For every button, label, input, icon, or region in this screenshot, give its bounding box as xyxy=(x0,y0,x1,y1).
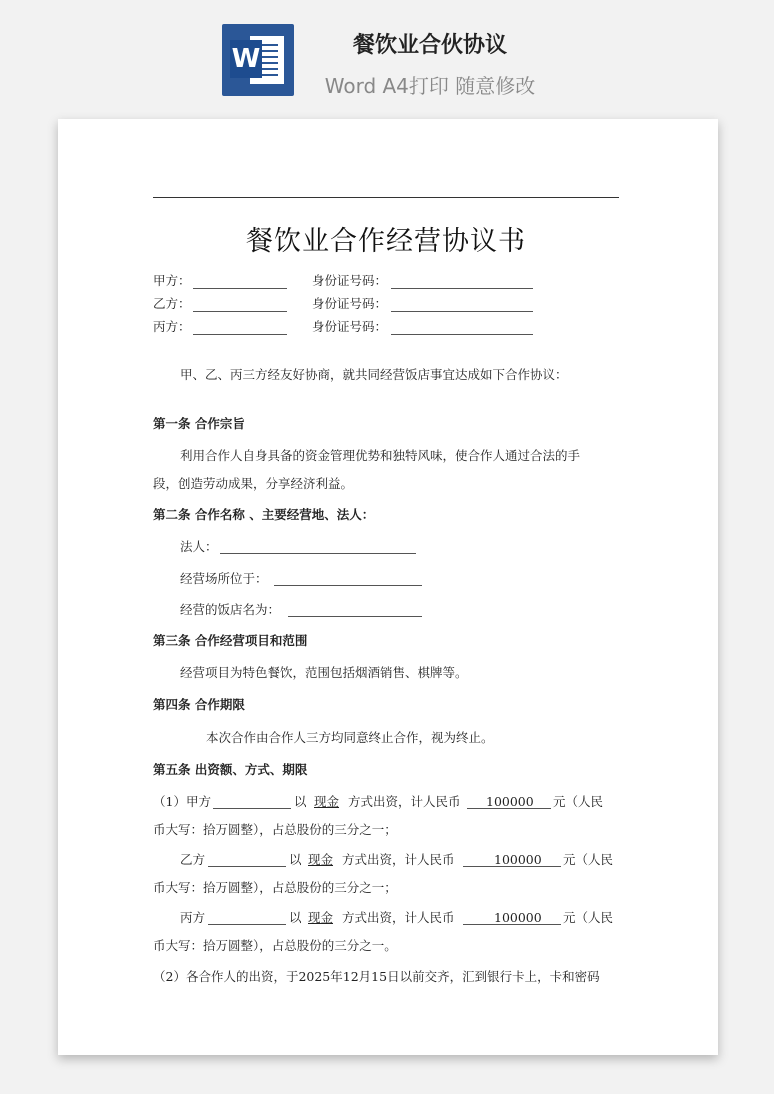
restaurant-name-blank[interactable] xyxy=(288,616,422,617)
party-a-id-blank[interactable] xyxy=(391,288,533,289)
party-b-blank[interactable] xyxy=(193,311,287,312)
party-a-blank[interactable] xyxy=(193,288,287,289)
article-1-line-2: 段，创造劳动成果，分享经济利益。 xyxy=(153,476,354,491)
party-c-id-label: 身份证号码： xyxy=(312,319,388,334)
word-icon: W xyxy=(222,24,294,96)
contribution-c-capital: 币大写：拾万圆整），占总股份的三分之一。 xyxy=(153,938,397,953)
contribution-a-prefix: （1）甲方 xyxy=(153,794,211,809)
contribution-b-capital: 币大写：拾万圆整），占总股份的三分之一； xyxy=(153,880,397,895)
contribution-c-yuan: 元（人民 xyxy=(563,910,614,925)
contribution-a-mid: 方式出资，计人民币 xyxy=(348,794,461,809)
contribution-c-prefix: 丙方 xyxy=(180,910,206,925)
contribution-a-capital: 币大写：拾万圆整），占总股份的三分之一； xyxy=(153,822,397,837)
party-b-id-blank[interactable] xyxy=(391,311,533,312)
restaurant-name-label: 经营的饭店名为： xyxy=(180,602,281,617)
contribution-c-method: 现金 xyxy=(308,910,334,925)
article-3-heading: 第三条 合作经营项目和范围 xyxy=(153,633,308,648)
article-1-heading: 第一条 合作宗旨 xyxy=(153,416,245,431)
contribution-c-blank[interactable] xyxy=(208,924,286,925)
party-c-label: 丙方： xyxy=(153,319,191,334)
party-b-label: 乙方： xyxy=(153,296,191,311)
banner-subtitle: Word A4打印 随意修改 xyxy=(324,74,536,98)
article-1-line-1: 利用合作人自身具备的资金管理优势和独特风味，使合作人通过合法的手 xyxy=(180,448,581,463)
header-banner xyxy=(0,0,774,118)
party-a-label: 甲方： xyxy=(153,273,191,288)
party-c-id-blank[interactable] xyxy=(391,334,533,335)
contribution-a-amount: 100000 xyxy=(486,794,534,809)
contribution-a-yuan: 元（人民 xyxy=(553,794,604,809)
contribution-b-method: 现金 xyxy=(308,852,334,867)
contribution-a-by: 以 xyxy=(294,794,307,809)
banner-title: 餐饮业合伙协议 xyxy=(352,33,507,58)
party-c-blank[interactable] xyxy=(193,334,287,335)
document-title: 餐饮业合作经营协议书 xyxy=(246,226,526,257)
legal-person-label: 法人： xyxy=(180,539,218,554)
contribution-b-prefix: 乙方 xyxy=(180,852,206,867)
legal-person-blank[interactable] xyxy=(220,553,416,554)
article-5-heading: 第五条 出资额、方式、期限 xyxy=(153,762,308,777)
contribution-c-mid: 方式出资，计人民币 xyxy=(342,910,455,925)
contribution-c-by: 以 xyxy=(289,910,302,925)
contribution-b-mid: 方式出资，计人民币 xyxy=(342,852,455,867)
contribution-b-yuan: 元（人民 xyxy=(563,852,614,867)
document-page xyxy=(58,119,718,1055)
article-5-clause-2: （2）各合作人的出资，于2025年12月15日以前交齐，汇到银行卡上，卡和密码 xyxy=(153,969,600,984)
intro-paragraph: 甲、乙、丙三方经友好协商，就共同经营饭店事宜达成如下合作协议： xyxy=(180,367,568,382)
party-a-id-label: 身份证号码： xyxy=(312,273,388,288)
article-4-body: 本次合作由合作人三方均同意终止合作，视为终止。 xyxy=(206,730,494,745)
contribution-a-method: 现金 xyxy=(314,794,340,809)
contribution-b-amount: 100000 xyxy=(494,852,542,867)
contribution-b-blank[interactable] xyxy=(208,866,286,867)
location-blank[interactable] xyxy=(274,585,422,586)
article-3-body: 经营项目为特色餐饮，范围包括烟酒销售、棋牌等。 xyxy=(180,665,468,680)
contribution-c-amount: 100000 xyxy=(494,910,542,925)
article-4-heading: 第四条 合作期限 xyxy=(153,697,245,712)
contribution-a-blank[interactable] xyxy=(213,808,291,809)
party-b-id-label: 身份证号码： xyxy=(312,296,388,311)
article-2-heading: 第二条 合作名称 、主要经营地、法人： xyxy=(153,507,375,522)
contribution-b-by: 以 xyxy=(289,852,302,867)
top-rule xyxy=(153,197,619,198)
location-label: 经营场所位于： xyxy=(180,571,268,586)
